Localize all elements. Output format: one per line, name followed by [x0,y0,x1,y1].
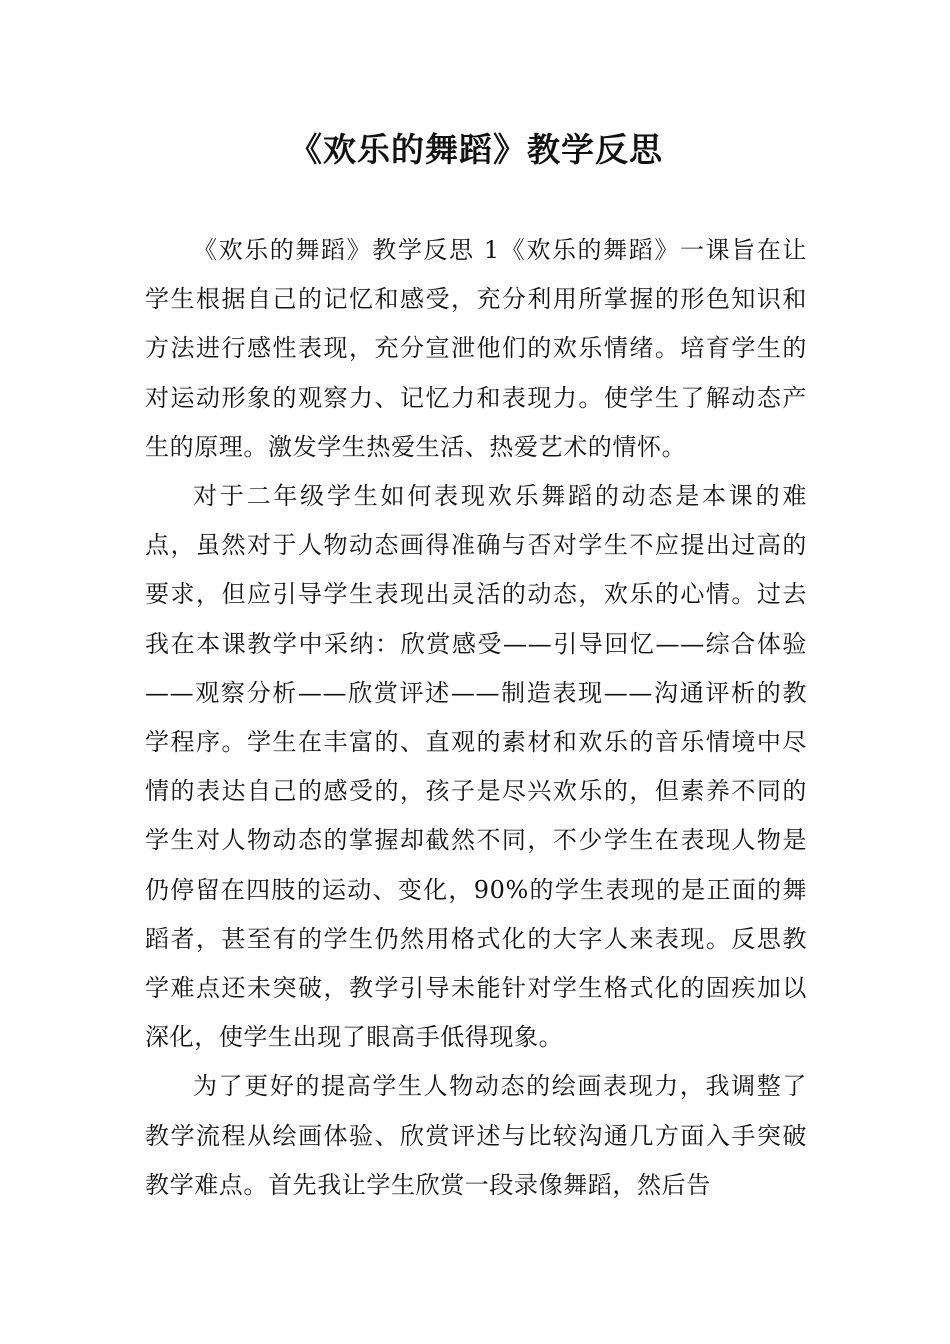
paragraph-2: 对于二年级学生如何表现欢乐舞蹈的动态是本课的难点，虽然对于人物动态画得准确与否对学生不应提出过高的要求，但应引导学生表现出灵活的动态，欢乐的心情。过去我在本课教学中采纳：欣赏感受——引导回忆——综合体验——观察分析——欣赏评述——制造表现——沟通评析的教学程序。学生在丰富的、直观的素材和欢乐的音乐情境中尽情的表达自己的感受的，孩子是尽兴欢乐的，但素养不同的学生对人物动态的掌握却截然不同，不少学生在表现人物是仍停留在四肢的运动、变化，90%的学生表现的是正面的舞蹈者，甚至有的学生仍然用格式化的大字人来表现。反思教学难点还未突破，教学引导未能针对学生格式化的固疾加以深化，使学生出现了眼高手低得现象。 [145,482,807,1052]
document-body [145,226,807,1210]
document-title: 《欢乐的舞蹈》教学反思 [289,130,663,169]
paragraph-3: 为了更好的提高学生人物动态的绘画表现力，我调整了教学流程从绘画体验、欣赏评述与比较沟通几方面入手突破教学难点。首先我让学生欣赏一段录像舞蹈，然后告 [145,1072,807,1199]
document-page [145,0,807,1344]
paragraph-1: 《欢乐的舞蹈》教学反思 1《欢乐的舞蹈》一课旨在让学生根据自己的记忆和感受，充分利用所掌握的形色知识和方法进行感性表现，充分宣泄他们的欢乐情绪。培育学生的对运动形象的观察力、记忆力和表现力。使学生了解动态产生的原理。激发学生热爱生活、热爱艺术的情怀。 [145,236,807,461]
